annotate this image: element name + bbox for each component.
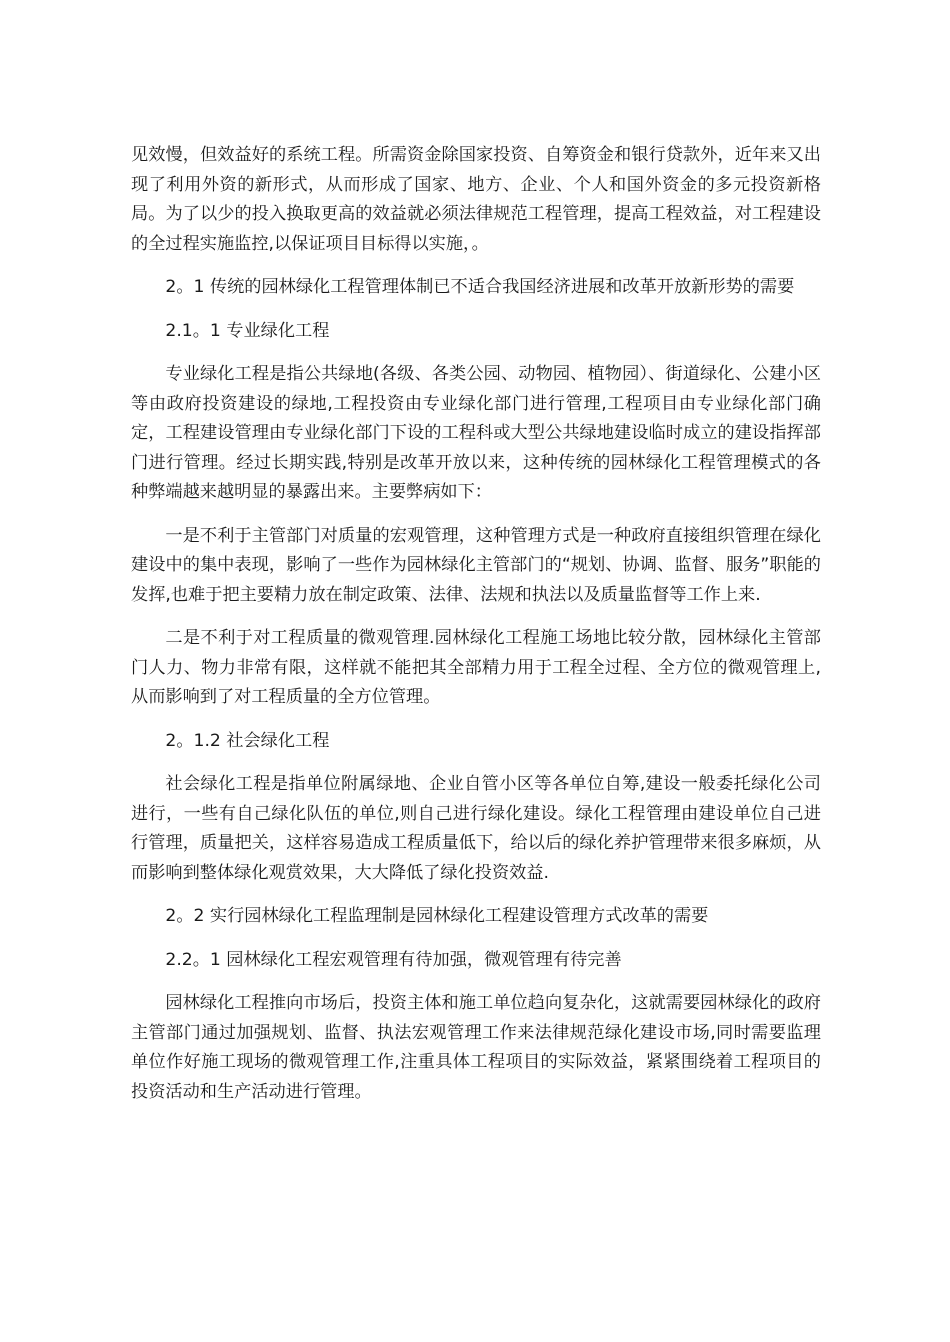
paragraph-market-management: 园林绿化工程推向市场后，投资主体和施工单位趋向复杂化，这就需要园林绿化的政府主管部门通过加强规划、监督、执法宏观管理工作来法律规范绿化建设市场,同时需要监理单位作好施工现场的微观管理工作,注重具体工程项目的实际效益，紧紧围绕着工程项目的投资活动和生产活动进行管理。	[131, 993, 821, 1102]
paragraph-drawback-two: 二是不利于对工程质量的微观管理.园林绿化工程施工场地比较分散，园林绿化主管部门人力、物力非常有限，这样就不能把其全部精力用于工程全过程、全方位的微观管理上,从而影响到了对工程质量的全方位管理。	[131, 628, 821, 707]
section-heading-2-1: 2。1 传统的园林绿化工程管理体制已不适合我国经济进展和改革开放新形势的需要	[165, 277, 795, 297]
section-heading-2-2-1: 2.2。1 园林绿化工程宏观管理有待加强，微观管理有待完善	[165, 949, 622, 970]
paragraph-professional-greening: 专业绿化工程是指公共绿地(各级、各类公园、动物园、植物园）、街道绿化、公建小区等由政府投资建设的绿地,工程投资由专业绿化部门进行管理,工程项目由专业绿化部门确定，工程建设管理由专业绿化部门下设的工程科或大型公共绿地建设临时成立的建设指挥部门进行管理。经过长期实践,特别是改革开放以来，这种传统的园林绿化工程管理模式的各种弊端越来越明显的暴露出来。主要弊病如下：	[131, 364, 821, 502]
section-heading-2-2: 2。2 实行园林绿化工程监理制是园林绿化工程建设管理方式改革的需要	[165, 906, 709, 926]
paragraph-social-greening: 社会绿化工程是指单位附属绿地、企业自管小区等各单位自筹,建设一般委托绿化公司进行，一些有自己绿化队伍的单位,则自己进行绿化建设。绿化工程管理由建设单位自己进行管理，质量把关，这样容易造成工程质量低下，给以后的绿化养护管理带来很多麻烦，从而影响到整体绿化观赏效果，大大降低了绿化投资效益.	[131, 774, 821, 883]
paragraph-intro: 见效慢，但效益好的系统工程。所需资金除国家投资、自筹资金和银行贷款外，近年来又出现了利用外资的新形式，从而形成了国家、地方、企业、个人和国外资金的多元投资新格局。为了以少的投入换取更高的效益就必须法律规范工程管理，提高工程效益，对工程建设的全过程实施监控,以保证项目目标得以实施，。	[131, 145, 821, 254]
section-heading-2-1-2: 2。1.2 社会绿化工程	[165, 730, 330, 751]
section-heading-2-1-1: 2.1。1 专业绿化工程	[165, 320, 330, 341]
paragraph-drawback-one: 一是不利于主管部门对质量的宏观管理，这种管理方式是一种政府直接组织管理在绿化建设中的集中表现，影响了一些作为园林绿化主管部门的“规划、协调、监督、服务”职能的发挥,也难于把主要精力放在制定政策、法律、法规和执法以及质量监督等工作上来.	[131, 525, 821, 605]
document-body	[131, 141, 821, 1121]
